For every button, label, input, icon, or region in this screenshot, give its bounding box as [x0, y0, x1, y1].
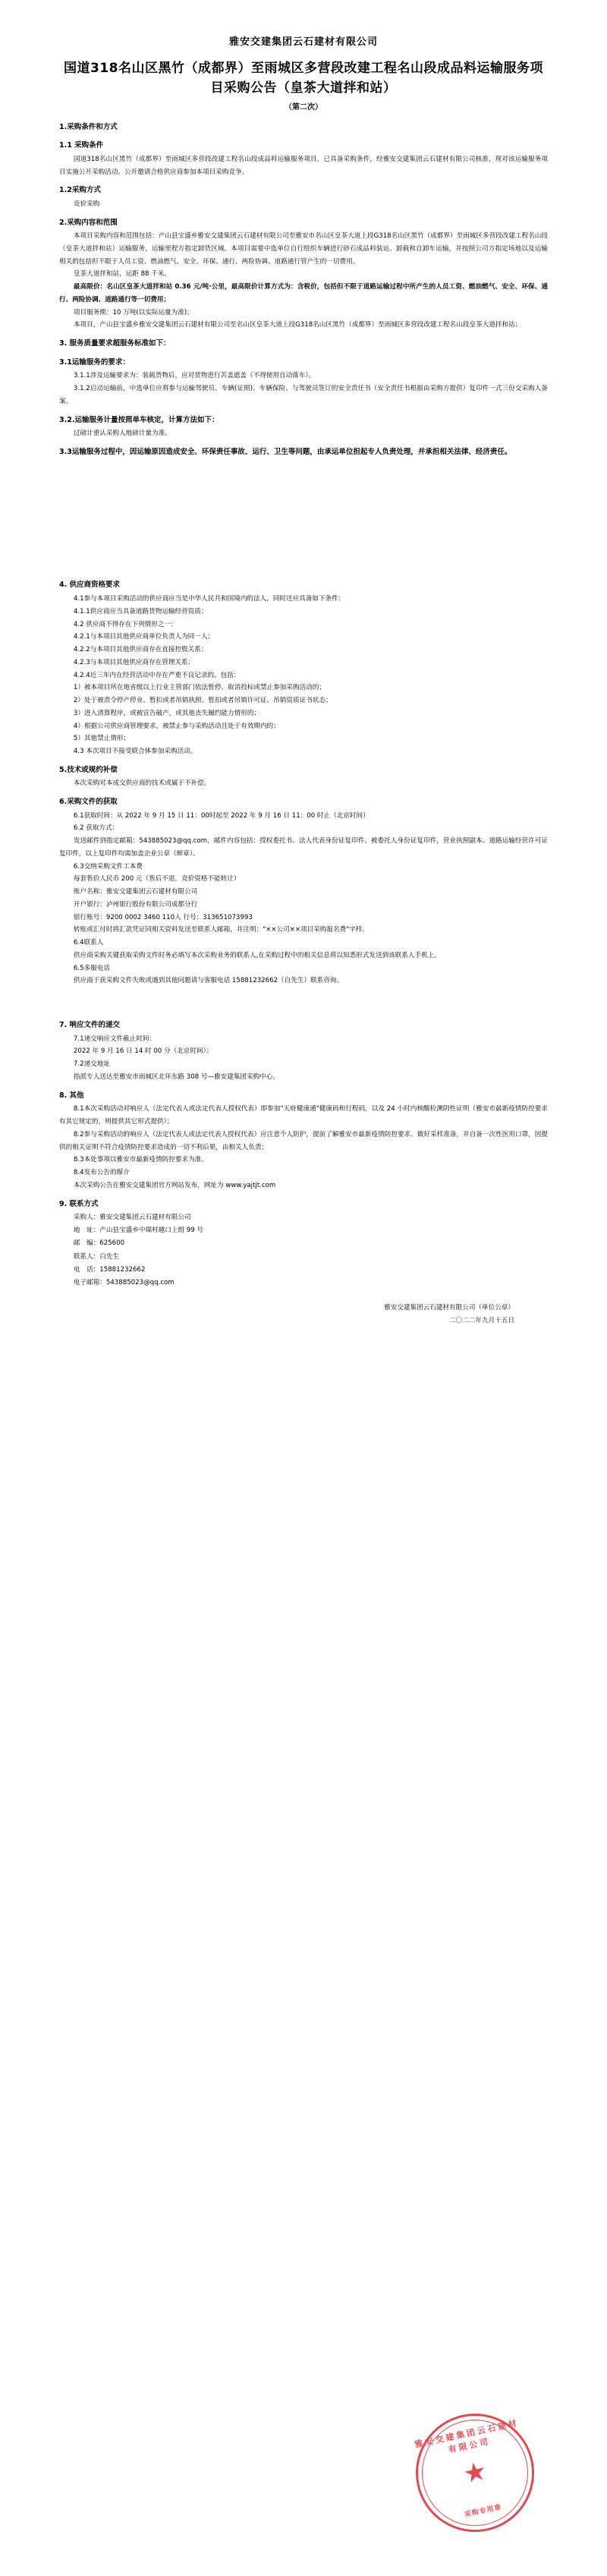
paragraph: 4.2.4近三年内在经营活动中存在严重不良记录的。包括：: [73, 671, 241, 679]
paragraph: 3.3运输服务过程中，因运输原因造成安全、环保责任事故、运行、卫生等问题，由承运单位担起专人负责处理，并承担相关法律、经济责任。: [59, 447, 512, 456]
signature-block: [59, 1302, 548, 1327]
document-subtitle: （第二次）: [285, 102, 322, 112]
paragraph: 账户名称：雅安交建集团云石建材有限公司: [73, 888, 198, 896]
paragraph: 5）其他禁止情形；: [73, 735, 131, 743]
paragraph: 竞价采购: [73, 200, 100, 208]
paragraph: 3.1.1涉及运输要求为：装载货物后，应对货物进行苫盖遮盖（不得使用自动落车）。: [73, 372, 316, 380]
paragraph: 供应商于获采购文件失败或遇到其他问题请与客服电话 15881232662（自先生）联系咨询。: [73, 977, 343, 985]
section-heading: 1.采购条件和方式: [59, 122, 118, 131]
section-scope: [59, 216, 548, 332]
page-spacer: [59, 459, 548, 573]
section-heading: 6.采购文件的获取: [59, 798, 118, 807]
section-heading: 9. 联系方式: [59, 1199, 99, 1208]
paragraph: 发送邮件到指定邮箱：543885023@qq.com，邮件内容包括：授权委托书、法人代表身份证复印件、被委托人身份证复印件，营业执照副本、道路运输经营许可证复印件，以上复印件均需加盖企业公章（鲜章）。: [59, 837, 548, 858]
paragraph: 本项目采购内容和范围包括：产山县宝盛乡雅安交建集团云石建材有限公司至雅安市名山区皇茶大道上段G318名山区黑竹（成都界）至雨城区多营段改建工程名山段（皇茶大道拌和站）运输服务，运输里程方指定卸货区域。本项目需要中选单位自行组织车辆进行砂石成品料装运、卸载和自卸车运输，并按照公司方指定场地以及运输相关的包括但不限于人员工资、燃油燃气、安全、环保、通行、两险协调、道路通行管产生的一切费用。: [59, 232, 548, 266]
paragraph: 每套售价人民币 200 元（售后不退，竞价资格不能转让）: [73, 875, 241, 883]
paragraph: 2022 年 9 月 16 日 14 时 00 分（北京时间）；: [73, 1047, 213, 1056]
section-heading: 7. 响应文件的递交: [59, 1021, 121, 1030]
section-technical-compensation: [59, 764, 548, 790]
paragraph: 4.3 本次项目不接受联合体参加采购活动。: [73, 748, 197, 755]
paragraph: 4.2.1与本项目其他供应商单位负责人为同一人；: [73, 633, 215, 641]
seal-purpose-text: 采购专用章: [464, 2503, 503, 2519]
paragraph: 本次采购对本成交供应商的技术或属于不补偿。: [73, 779, 211, 788]
paragraph: 6.2 获取方式：: [73, 824, 119, 833]
contact-person: 联系人：白先生: [73, 1252, 120, 1261]
paragraph: 6.5多服电话: [73, 964, 110, 972]
paragraph: 4.1.1供应商应当具备道路货物运输经营资质；: [73, 607, 208, 616]
paragraph: 皇茶大道拌和站，运距 88 千米。: [73, 270, 171, 279]
paragraph: 1）被本项目所在地省级以上行业主管部门依法暂停、取消投标或禁止参加采购活动的；: [73, 684, 326, 692]
paragraph: 8.2参与采购活动的响应人（法定代表人或法定代表人授权代表）应注意个人防护，提前了解雅安市最新疫情防控要求、做好采样准备，并自备一次性医用口罩，因提供的相关证明不符合疫情防控要求造成的一切不利后果，由相关人负责；: [59, 1130, 548, 1151]
paragraph: 转账或汇付时将汇款凭证同相关资料发送至联系人邮箱，并注明："××公司××项目采购报名费"字样。: [73, 926, 369, 934]
paragraph: 供应商采购关键获取采购文件时务必填写本次采购业务的联系人,在采购过程中的相关信息将以知悉形式发送到该联系人手机上。: [73, 951, 441, 959]
paragraph-service-period: 项目服务期：10 万吨(以实际运量为准)；: [73, 308, 193, 316]
paragraph: 3.1运输服务的要求：: [59, 357, 130, 367]
contact-purchaser: 采购人：雅安交建集团云石建材有限公司: [73, 1214, 191, 1222]
section-service-quality: [59, 337, 548, 458]
section-contact: [59, 1198, 548, 1290]
contact-email: 电子邮箱：543885023@qq.com: [73, 1279, 175, 1286]
paragraph: 3）进入清算程序，或被宣告破产，或其他丧失履约能力情形的；: [73, 709, 261, 717]
paragraph-max-price: 最高限价：名山区皇茶大道拌和站 0.36 元/吨·公里，最高限价计算方式为：含税价，包括但不限于道路运输过程中所产生的人员工资、燃油燃气、安全、环保、通行、两险协调、道路通行等一切费用；: [59, 283, 548, 304]
contact-postcode: 邮 编：625600: [73, 1239, 125, 1248]
paragraph: 7.1递交响应文件截止时间：: [73, 1034, 156, 1043]
paragraph: 4.1参与本项目采购活动的供应商应当是中华人民共和国境内的法人，同时还应具备如下条件：: [73, 595, 345, 603]
paragraph: 4.2.2与本项目其他供应商存在直接控股关系；: [73, 646, 208, 653]
paragraph-website: 本次采购公告在雅安交建集团官方网站发布，网址为 www.yajtjt.com: [73, 1181, 276, 1189]
paragraph: 银行账号：9200 0002 3460 110入 行号：313651073993: [73, 913, 253, 921]
paragraph: 开户银行：泸州银行股份有限公司成都分行: [73, 900, 198, 909]
paragraph: 4）根据公司供应商管理要求，被禁止参与采购活动且处于有效期内的；: [73, 722, 280, 730]
paragraph: 3.1.2启动运输前，中选单位应将参与运输驾驶员、车辆(证照)、车辆保险、与驾驶员签订的安全责任书（安全责任书根据由采购方提供）复印件一式三份交采购人备案。: [59, 385, 548, 405]
paragraph: 7.2递交地址: [73, 1060, 110, 1069]
section-procurement-conditions: [59, 121, 548, 211]
paragraph: 本项目，产山县宝盛乡雅安交建集团云石建材有限公司至名山区皇茶大道上段G318名山区黑竹（成都界）至雨城区多营段改建工程名山段皇茶大道拌和站；: [73, 321, 522, 329]
paragraph: 国道318名山区黑竹（成都界）至雨城区多营段改建工程名山段成品料运输服务项目，已具备采购条件，经雅安交建集团云石建材有限公司核准，现对该运输服务项目实施公开采购活动。公开邀请合格供应商参加本项目采购竞争。: [59, 155, 548, 176]
paragraph: 6.1获取时间：从 2022 年 9 月 15 日 11：00时起至 2022 年 9 月 16 日 11：00 时止（北京时间）: [73, 811, 370, 820]
paragraph: 1.1 采购条件: [59, 141, 104, 150]
contact-phone: 电 话：15881232662: [73, 1265, 146, 1274]
section-heading: 5.技术或规约补偿: [59, 765, 118, 774]
paragraph: 6.3交纳采购文件工本费: [73, 862, 143, 871]
paragraph: 1.2采购方式: [59, 186, 101, 195]
section-document-acquisition: [59, 795, 548, 987]
section-heading: 2.采购内容和范围: [59, 218, 118, 227]
paragraph: 过磅计重认采购人地磅计量为准。: [73, 430, 171, 438]
section-heading: 8. 其他: [59, 1091, 84, 1100]
seal-star-icon: ★: [460, 2455, 490, 2490]
section-supplier-qualification: [59, 578, 548, 757]
page-title: 国道318名山区黑竹（成都界）至雨城区多营段改建工程名山段成品料运输服务项目采购公告（皇茶大道拌和站）: [64, 61, 543, 96]
paragraph: 指派专人送达至雅安市雨城区北环东路 308 号—雅安建集团采购中心。: [73, 1072, 279, 1081]
page-spacer: [59, 987, 548, 1013]
section-heading: 4. 供应商资格要求: [59, 581, 121, 590]
seal-company-text: 雅安交建集团云石建材有限公司: [414, 2417, 520, 2455]
paragraph: 6.4联系人: [73, 939, 104, 947]
signature-date: 二〇二二年九月十五日: [449, 1317, 514, 1325]
official-seal-stamp: [404, 2402, 545, 2543]
signature-org: 雅安交建集团云石建材有限公司（单位公章）: [384, 1304, 514, 1312]
section-heading: 3. 服务质量要求超服务标准如下：: [59, 339, 171, 348]
paragraph: 4.2.3与本项目其他供应商存在管理关系；: [73, 658, 195, 666]
paragraph: 3.2.运输服务计量按照单车核定，计算方法如下：: [59, 415, 219, 424]
company-name: 雅安交建集团云石建材有限公司: [228, 36, 378, 48]
paragraph: 2）处于被责令停产停业、暂扣或者吊销执照、暂扣或者吊销许可证、吊销资质证书状态；: [73, 697, 332, 704]
paragraph: 8.4发布公告的媒介: [73, 1169, 130, 1176]
section-other: [59, 1089, 548, 1192]
paragraph: 8.1本次采购活动对响应人（法定代表人或法定代表人授权代表）即参加"天府健康通"健康码和行程码，以及 24 小时内核酸检测阴性证明（雅安市最新疫情防控要求有其它规定的，则提供其它形式提供）；: [59, 1105, 548, 1126]
paragraph: 8.3本处事项以雅安市最新疫情防控要求为准。: [73, 1156, 208, 1164]
section-response-submission: [59, 1019, 548, 1084]
contact-address: 地 址：产山县宝盛乡中瑞村越口上组 99 号: [73, 1227, 203, 1235]
paragraph: 4.2 供应商不得存在下列情形之一：: [73, 620, 178, 628]
